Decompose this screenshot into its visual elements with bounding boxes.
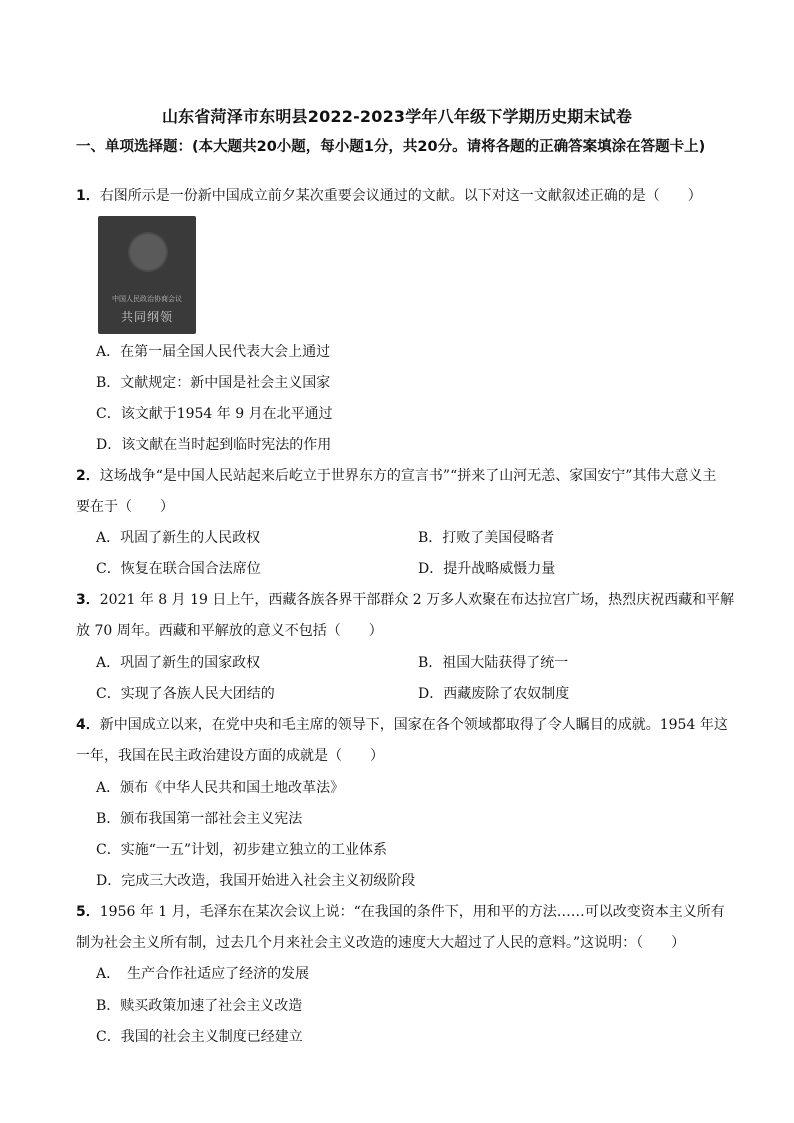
option-a: A．巩固了新生的人民政权 bbox=[96, 530, 261, 546]
question-3-stem-cont: 放 70 周年。西藏和平解放的意义不包括（ ） bbox=[76, 623, 383, 639]
question-number: 5． bbox=[76, 904, 100, 920]
option-c: C．恢复在联合国合法席位 bbox=[96, 561, 261, 577]
section-heading: 一、单项选择题：(本大题共20小题，每小题1分，共20分。请将各题的正确答案填涂在答题卡上) bbox=[76, 139, 706, 155]
question-text: 2021 年 8 月 19 日上午，西藏各族各界干部群众 2 万多人欢聚在布达拉宫广场，热烈庆祝西藏和平解 bbox=[99, 592, 735, 608]
question-text: 1956 年 1 月，毛泽东在某次会议上说：“在我国的条件下，用和平的方法……可以改变资本主义所有 bbox=[99, 904, 725, 920]
question-5-stem bbox=[76, 902, 725, 922]
option-d: D．提升战略威慑力量 bbox=[418, 561, 556, 577]
document-photo bbox=[98, 216, 196, 334]
option-a: A．颁布《中华人民共和国土地改革法》 bbox=[96, 780, 345, 796]
question-number: 4． bbox=[76, 717, 100, 733]
question-2-stem-cont: 要在于（ ） bbox=[76, 499, 174, 515]
option-c: C．该文献于1954 年 9 月在北平通过 bbox=[96, 406, 333, 422]
photo-caption-large: 共同纲领 bbox=[120, 310, 173, 324]
option-b: B．祖国大陆获得了统一 bbox=[418, 655, 569, 671]
option-d: D．该文献在当时起到临时宪法的作用 bbox=[96, 437, 332, 453]
exam-title: 山东省菏泽市东明县2022-2023学年八年级下学期历史期末试卷 bbox=[161, 107, 633, 126]
question-5-stem-cont: 制为社会主义所有制，过去几个月来社会主义改造的速度大大超过了人民的意料。”这说明：（ ） bbox=[76, 935, 686, 951]
option-c: C．我国的社会主义制度已经建立 bbox=[96, 1029, 303, 1045]
question-number: 3． bbox=[76, 592, 100, 608]
option-b: B．文献规定：新中国是社会主义国家 bbox=[96, 375, 331, 391]
option-b: B．赎买政策加速了社会主义改造 bbox=[96, 998, 303, 1014]
option-b: B．颁布我国第一部社会主义宪法 bbox=[96, 811, 303, 827]
question-1-stem bbox=[76, 186, 702, 206]
option-d: D．西藏废除了农奴制度 bbox=[418, 686, 570, 702]
question-number: 1． bbox=[76, 188, 100, 204]
question-text: 右图所示是一份新中国成立前夕某次重要会议通过的文献。以下对这一文献叙述正确的是（ ） bbox=[99, 188, 702, 204]
question-4-stem-cont: 一年，我国在民主政治建设方面的成就是（ ） bbox=[76, 748, 384, 764]
question-2-stem bbox=[76, 466, 716, 486]
option-a: A．在第一届全国人民代表大会上通过 bbox=[96, 344, 331, 360]
question-number: 2． bbox=[76, 468, 100, 484]
option-a: A． 生产合作社适应了经济的发展 bbox=[96, 966, 310, 982]
question-text: 这场战争“是中国人民站起来后屹立于世界东方的宣言书”“拼来了山河无恙、家国安宁”其伟大意义主 bbox=[99, 468, 717, 484]
option-b: B．打败了美国侵略者 bbox=[418, 530, 555, 546]
option-d: D．完成三大改造，我国开始进入社会主义初级阶段 bbox=[96, 873, 416, 889]
option-c: C．实现了各族人民大团结的 bbox=[96, 686, 275, 702]
question-4-stem bbox=[76, 715, 728, 735]
option-c: C．实施“一五”计划，初步建立独立的工业体系 bbox=[96, 842, 388, 858]
question-3-stem bbox=[76, 590, 734, 610]
option-a: A．巩固了新生的国家政权 bbox=[96, 655, 261, 671]
national-emblem-icon bbox=[130, 234, 166, 270]
question-text: 新中国成立以来，在党中央和毛主席的领导下，国家在各个领域都取得了令人瞩目的成就。1954 年这 bbox=[99, 717, 728, 733]
photo-caption-small: 中国人民政治协商会议 bbox=[112, 295, 182, 303]
